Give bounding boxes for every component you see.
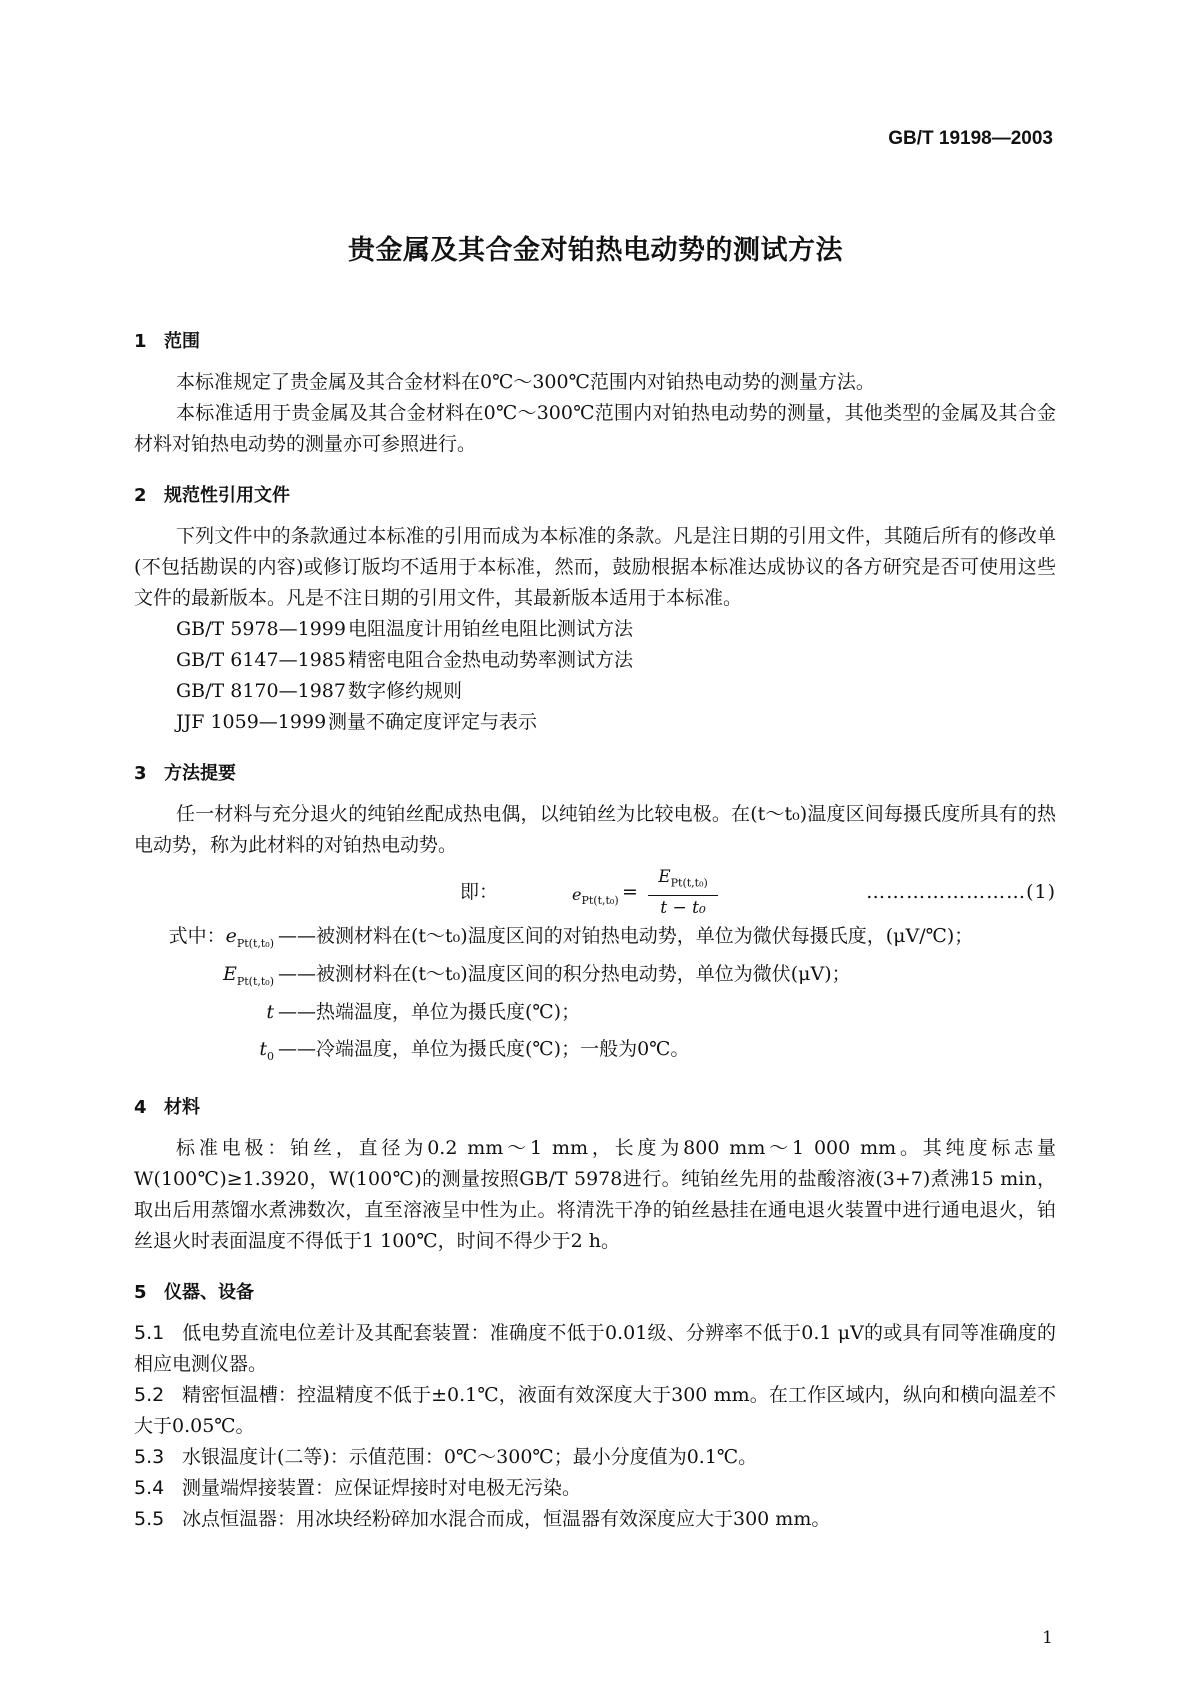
reference-item (134, 707, 1056, 738)
clause-item (134, 1442, 1056, 1473)
section-title: 范围 (164, 331, 200, 352)
page-number: 1 (1042, 1628, 1053, 1648)
section-title: 规范性引用文件 (164, 485, 290, 506)
formula-fraction (648, 865, 718, 920)
clause-text: 低电势直流电位差计及其配套装置：准确度不低于0.01级、分辨率不低于0.1 μV的或具有同等准确度的相应电测仪器。 (134, 1322, 1056, 1376)
section-3-heading (134, 758, 1056, 789)
definition-symbol: t (266, 1000, 274, 1023)
formula-lhs: $e_{Pt(t,t_0)}$ (572, 885, 619, 908)
doc-code: GB/T 19198—2003 (888, 128, 1053, 149)
clause-text: 水银温度计(二等)：示值范围：0℃～300℃；最小分度值为0.1℃。 (182, 1446, 758, 1469)
clause-item (134, 1473, 1056, 1504)
definition-symbol: $E_{Pt(t,t_0)}$ (222, 962, 274, 988)
clause-number: 5.5 (134, 1508, 165, 1531)
clause-item (134, 1504, 1056, 1535)
clause-item (134, 1318, 1056, 1380)
section-number: 2 (134, 485, 147, 506)
paragraph: 本标准适用于贵金属及其合金材料在0℃～300℃范围内对铂热电动势的测量，其他类型的金属及其合金材料对铂热电动势的测量亦可参照进行。 (134, 402, 1056, 455)
clause-text: 测量端焊接装置：应保证焊接时对电极无污染。 (182, 1477, 582, 1500)
reference-item (134, 645, 1056, 676)
definition-symbol: 式中：$e_{Pt(t,t_0)}$ (168, 925, 274, 950)
section-1-heading (134, 326, 1056, 357)
section-title: 仪器、设备 (164, 1282, 254, 1304)
section-4-heading (134, 1092, 1056, 1123)
reference-title: 测量不确定度评定与表示 (328, 711, 538, 733)
paragraph: 下列文件中的条款通过本标准的引用而成为本标准的条款。凡是注日期的引用文件，其随后所有的修改单(不包括勘误的内容)或修订版均不适用于本标准，然而，鼓励根据本标准达成协议的各方研究是否可使用这些文件的最新版本。凡是不注日期的引用文件，其最新版本适用于本标准。 (134, 525, 1056, 609)
definition-item (164, 1034, 1056, 1072)
section-title: 材料 (164, 1097, 200, 1119)
clause-number: 5.2 (134, 1384, 165, 1407)
reference-code: JJF 1059—1999 (176, 711, 327, 733)
document-body (134, 326, 1056, 1535)
definition-item (164, 921, 1056, 959)
paragraph: 标准电极：铂丝，直径为0.2 mm～1 mm，长度为800 mm～1 000 mm。其纯度标志量W(100℃)≥1.3920，W(100℃)的测量按照GB/T 5978进行。纯铂丝先用的盐酸溶液(3+7)煮沸15 min，取出后用蒸馏水煮沸数次，直至溶液呈中性为止。将清洗干净的铂丝悬挂在通电退火装置中进行通电退火，铂丝退火时表面温度不得低于1 100℃，时间不得少于2 h。 (134, 1137, 1056, 1253)
clause-number: 5.1 (134, 1322, 165, 1345)
definition-text: ——热端温度，单位为摄氏度(℃)； (278, 1000, 581, 1023)
section-number: 3 (134, 763, 147, 784)
section-2-heading (134, 480, 1056, 511)
clause-number: 5.3 (134, 1446, 165, 1469)
formula-definitions (134, 921, 1056, 1072)
reference-title: 电阻温度计用铂丝电阻比测试方法 (348, 618, 634, 640)
clause-text: 精密恒温槽：控温精度不低于±0.1℃，液面有效深度大于300 mm。在工作区域内，纵向和横向温差不大于0.05℃。 (134, 1384, 1056, 1438)
section-number: 1 (134, 331, 147, 352)
formula-equals: = (622, 881, 638, 903)
definition-text: ——冷端温度，单位为摄氏度(℃)；一般为0℃。 (278, 1038, 690, 1061)
reference-item (134, 676, 1056, 707)
section-number: 5 (134, 1282, 147, 1304)
definition-text: ——被测材料在(t～t₀)温度区间的对铂热电动势，单位为微伏每摄氏度，(μV/℃)； (278, 925, 974, 947)
section-number: 4 (134, 1097, 147, 1119)
reference-title: 数字修约规则 (348, 680, 463, 702)
formula-denominator: t − t₀ (660, 898, 706, 919)
formula-numerator: $E_{Pt(t,t_0)}$ (648, 865, 718, 896)
definition-symbol: $t_0$ (259, 1038, 274, 1064)
paragraph: 任一材料与充分退火的纯铂丝配成热电偶，以纯铂丝为比较电极。在(t～t₀)温度区间每摄氏度所具有的热电动势，称为此材料的对铂热电动势。 (134, 803, 1056, 856)
clause-item (134, 1380, 1056, 1442)
definition-item (164, 959, 1056, 997)
paragraph: 本标准规定了贵金属及其合金材料在0℃～300℃范围内对铂热电动势的测量方法。 (176, 371, 875, 393)
reference-code: GB/T 5978—1999 (176, 618, 346, 640)
definition-text: ——被测材料在(t～t₀)温度区间的积分热电动势，单位为微伏(μV)； (278, 962, 851, 985)
section-5-heading (134, 1277, 1056, 1308)
formula-lead: 即： (460, 881, 499, 903)
definition-item (164, 997, 1056, 1035)
formula (134, 865, 1056, 921)
doc-title: 贵金属及其合金对铂热电动势的测试方法 (348, 235, 843, 266)
reference-code: GB/T 8170—1987 (176, 680, 346, 702)
formula-number: ……………………(1) (866, 881, 1056, 903)
clause-number: 5.4 (134, 1477, 165, 1500)
reference-item (134, 614, 1056, 645)
reference-title: 精密电阻合金热电动势率测试方法 (348, 649, 634, 671)
clause-text: 冰点恒温器：用冰块经粉碎加水混合而成，恒温器有效深度应大于300 mm。 (182, 1508, 831, 1531)
section-title: 方法提要 (164, 763, 236, 784)
reference-code: GB/T 6147—1985 (176, 649, 346, 671)
